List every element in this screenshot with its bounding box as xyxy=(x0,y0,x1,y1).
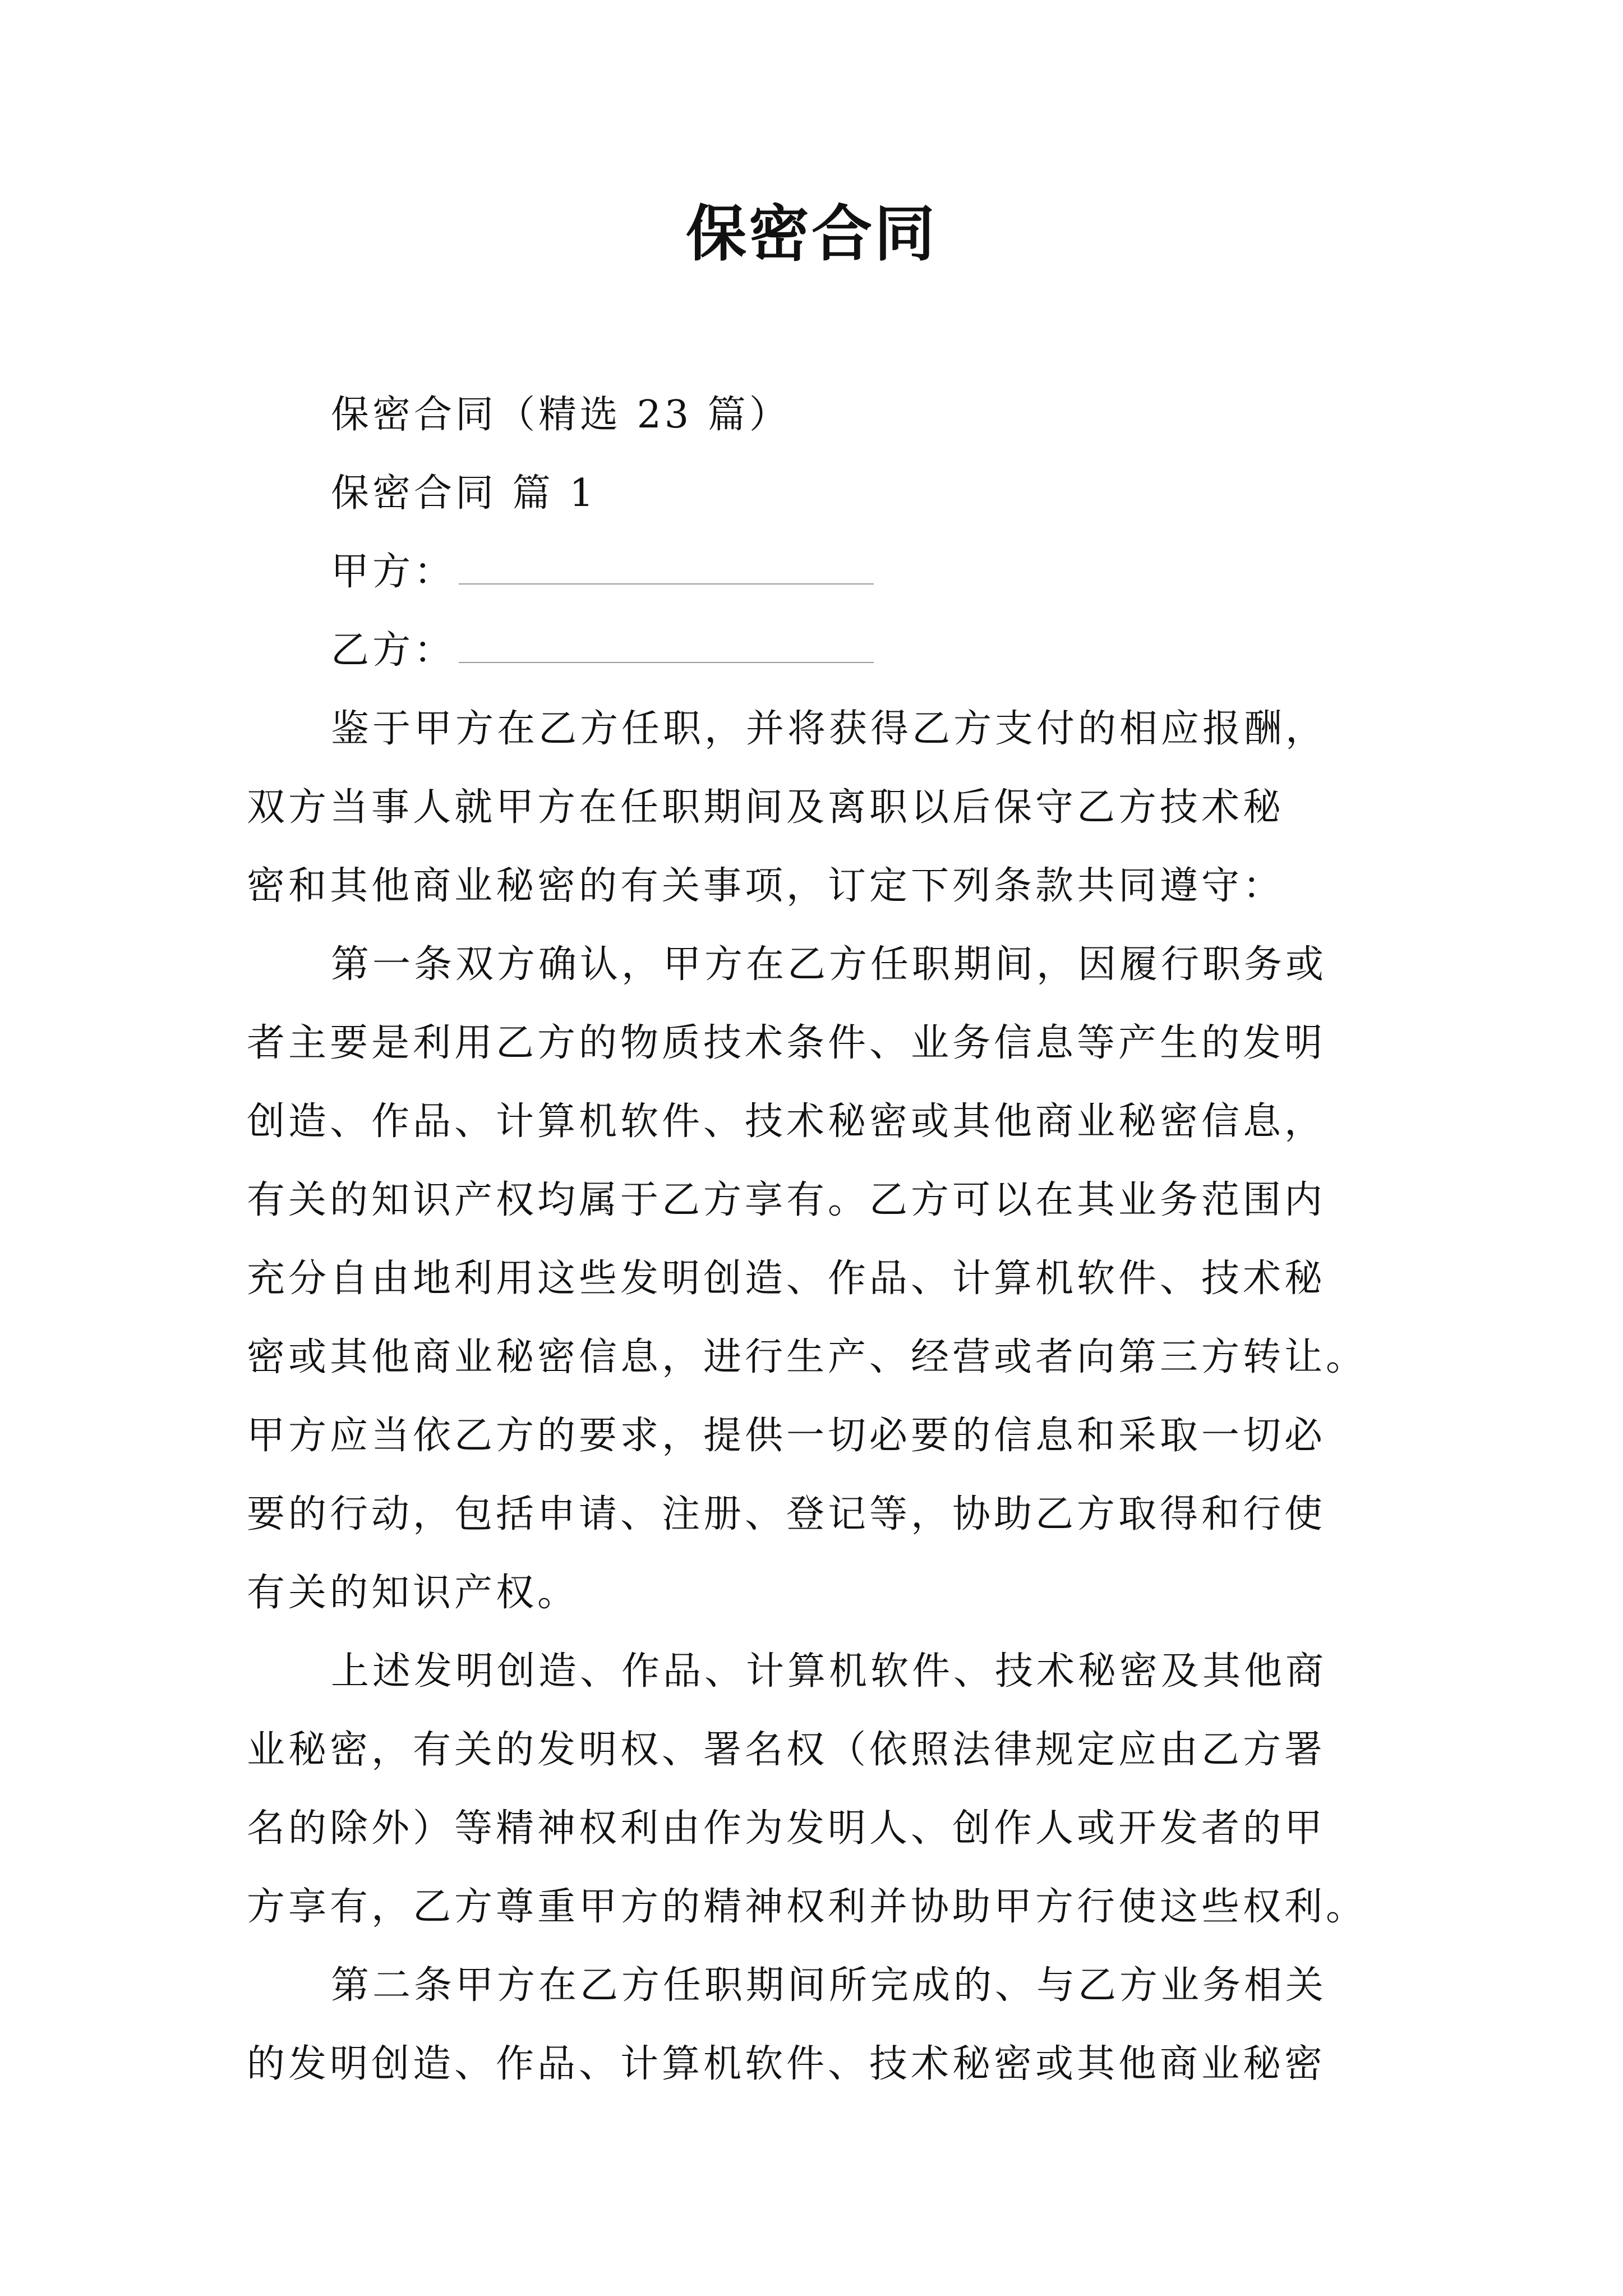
party-b-blank-line xyxy=(459,623,874,663)
paragraph-line: 者主要是利用乙方的物质技术条件、业务信息等产生的发明 xyxy=(247,1021,1326,1065)
paragraph-line: 业秘密，有关的发明权、署名权（依照法律规定应由乙方署 xyxy=(247,1728,1326,1772)
paragraph-line: 第一条双方确认，甲方在乙方任职期间，因履行职务或 xyxy=(331,942,1327,987)
party-b-row xyxy=(247,611,1391,690)
paragraph-line: 充分自由地利用这些发明创造、作品、计算机软件、技术秘 xyxy=(247,1257,1326,1301)
document-title: 保密合同 xyxy=(685,199,937,269)
paragraph-2 xyxy=(247,926,1391,1632)
section-heading: 保密合同 篇 1 xyxy=(331,471,597,516)
paragraph-line: 第二条甲方在乙方任职期间所完成的、与乙方业务相关 xyxy=(331,1963,1327,2008)
paragraph-line: 密和其他商业秘密的有关事项，订定下列条款共同遵守： xyxy=(247,864,1285,908)
paragraph-line: 方享有，乙方尊重甲方的精神权利并协助甲方行使这些权利。 xyxy=(247,1885,1368,1929)
paragraph-line: 创造、作品、计算机软件、技术秘密或其他商业秘密信息， xyxy=(247,1099,1326,1144)
party-a-label: 甲方： xyxy=(331,550,456,594)
document-body xyxy=(247,376,1391,2104)
paragraph-line: 有关的知识产权。 xyxy=(247,1571,579,1615)
paragraph-line: 名的除外）等精神权利由作为发明人、创作人或开发者的甲 xyxy=(247,1806,1326,1851)
paragraph-line: 密或其他商业秘密信息，进行生产、经营或者向第三方转让。 xyxy=(247,1335,1368,1379)
document-subtitle: 保密合同（精选 23 篇） xyxy=(331,393,791,437)
paragraph-3 xyxy=(247,1632,1391,1947)
paragraph-line: 鉴于甲方在乙方任职，并将获得乙方支付的相应报酬， xyxy=(331,707,1327,751)
paragraph-line: 要的行动，包括申请、注册、登记等，协助乙方取得和行使 xyxy=(247,1492,1326,1536)
paragraph-4 xyxy=(247,1947,1391,2104)
paragraph-line: 有关的知识产权均属于乙方享有。乙方可以在其业务范围内 xyxy=(247,1178,1326,1222)
paragraph-line: 的发明创造、作品、计算机软件、技术秘密或其他商业秘密 xyxy=(247,2042,1326,2086)
paragraph-line: 双方当事人就甲方在任职期间及离职以后保守乙方技术秘 xyxy=(247,785,1285,830)
party-a-row xyxy=(247,533,1391,611)
party-a-blank-line xyxy=(459,544,874,585)
paragraph-1 xyxy=(247,690,1391,926)
paragraph-line: 甲方应当依乙方的要求，提供一切必要的信息和采取一切必 xyxy=(247,1414,1326,1458)
paragraph-line: 上述发明创造、作品、计算机软件、技术秘密及其他商 xyxy=(331,1649,1327,1694)
party-b-label: 乙方： xyxy=(331,628,456,673)
